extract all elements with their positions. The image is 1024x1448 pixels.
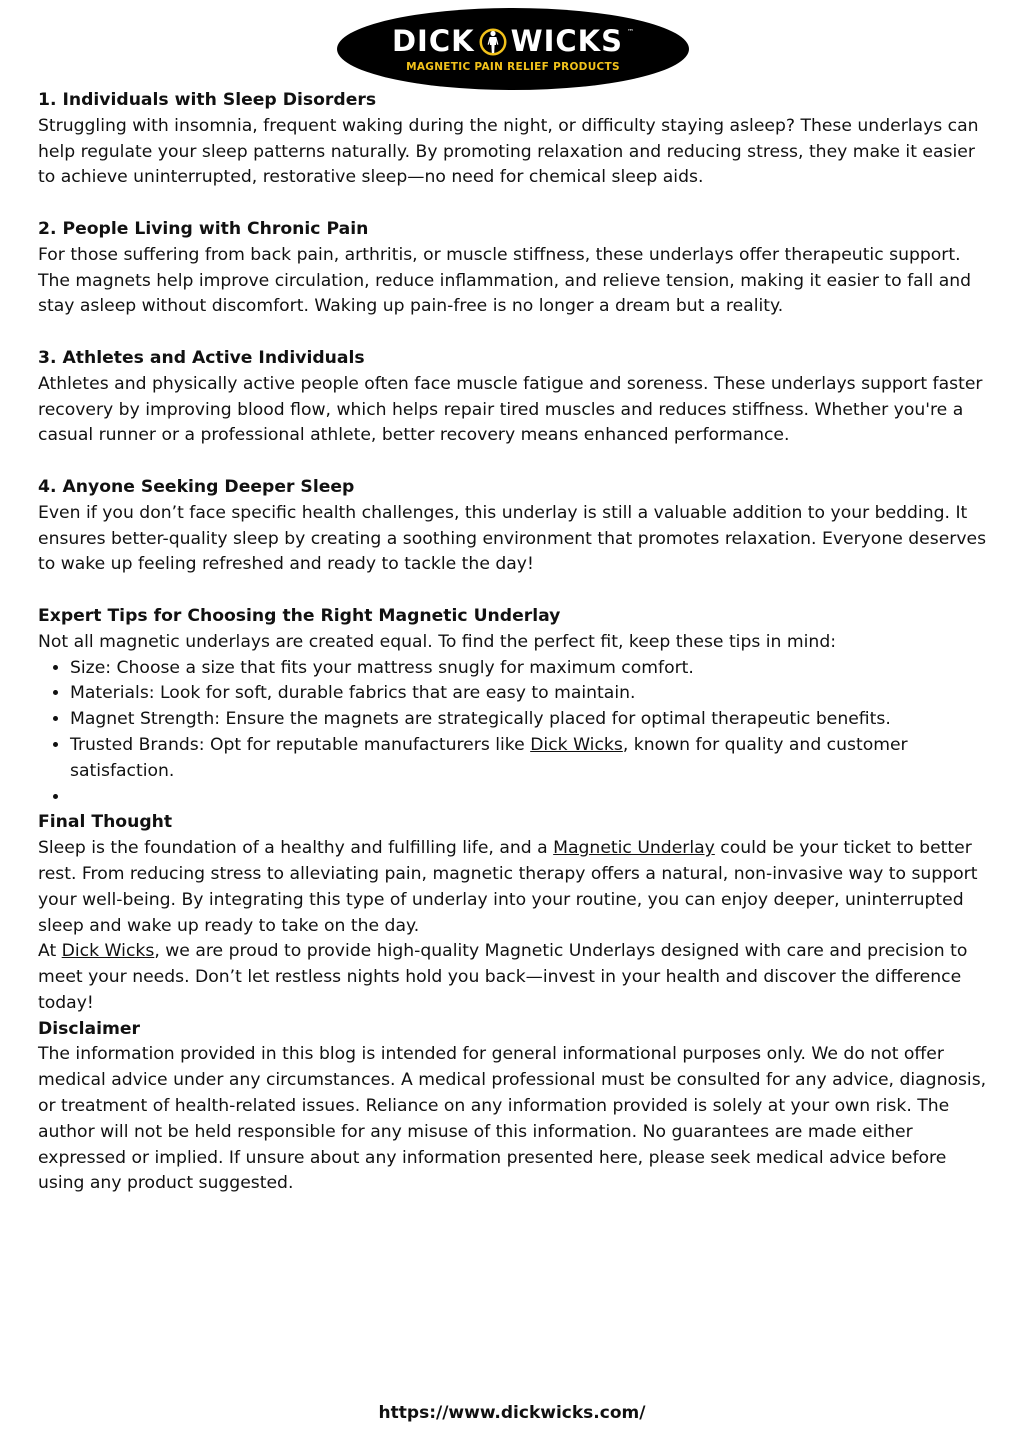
section-chronic-pain: [38, 217, 988, 320]
logo-tagline: MAGNETIC PAIN RELIEF PRODUCTS: [406, 60, 620, 73]
final-paragraph-1: [38, 836, 988, 939]
logo-word-left: DICK: [391, 24, 475, 59]
logo-word-right: WICKS: [510, 24, 624, 59]
section-body: Athletes and physically active people often face muscle fatigue and soreness. These underlays support faster recovery by improving blood flow, which helps repair tired muscles and reduces stiffness. Whether you're a casual runner or a professional athlete, better recovery means enhanced performance.: [38, 373, 983, 446]
section-body: Even if you don’t face specific health challenges, this underlay is still a valuable addition to your bedding. It ensures better-quality sleep by creating a soothing environment that promotes relaxation. Everyone deserves to wake up feeling refreshed and ready to tackle the day!: [38, 502, 987, 575]
tip-text: , known for quality and customer satisfaction.: [70, 734, 908, 781]
human-figure-icon: [479, 26, 507, 58]
tip-size: • Size: Choose a size that fits your mattress snugly for maximum comfort.: [70, 656, 988, 682]
article-content: [38, 88, 988, 1197]
section-heading: 2. People Living with Chronic Pain: [38, 218, 369, 239]
final-paragraph-2: [38, 939, 988, 1016]
section-body: Struggling with insomnia, frequent waking during the night, or difficulty staying asleep? These underlays can help regulate your sleep patterns naturally. By promoting relaxation and reducing stress, they make it easier to achieve uninterrupted, restorative sleep—no need for chemical sleep aids.: [38, 115, 979, 188]
logo-wordmark: [392, 26, 634, 58]
section-final-thought: [38, 810, 988, 1016]
footer-url[interactable]: https://www.dickwicks.com/: [378, 1403, 646, 1423]
tip-trusted-brands: [70, 733, 988, 785]
disclaimer-body: The information provided in this blog is intended for general informational purposes only. We do not offer medical advice under any circumstances. A medical professional must be consulted for any advice, diagnosis, or treatment of health-related issues. Reliance on any information provided is solely at your own risk. The author will not be held responsible for any misuse of this information. No guarantees are made either expressed or implied. If unsure about any information presented here, please seek medical advice before using any product suggested.: [38, 1044, 987, 1194]
final-heading: Final Thought: [38, 812, 173, 833]
tip-magnet-strength: • Magnet Strength: Ensure the magnets are strategically placed for optimal therapeutic benefits.: [70, 707, 988, 733]
brand-logo: [337, 8, 689, 90]
section-body: For those suffering from back pain, arthritis, or muscle stiffness, these underlays offer therapeutic support. The magnets help improve circulation, reduce inflammation, and relieve tension, making it easier to fall and stay asleep without discomfort. Waking up pain-free is no longer a dream but a reality.: [38, 244, 972, 317]
paragraph-text: could be your ticket to better rest. From reducing stress to alleviating pain, magnetic therapy offers a natural, non-invasive way to support your well-being. By integrating this type of underlay into your routine, you can enjoy deeper, uninterrupted sleep and wake up ready to take on the day.: [38, 838, 978, 936]
section-heading: 4. Anyone Seeking Deeper Sleep: [38, 476, 355, 497]
tips-intro: Not all magnetic underlays are created equal. To find the perfect fit, keep these tips in mind:: [38, 631, 837, 652]
tip-materials: • Materials: Look for soft, durable fabrics that are easy to maintain.: [70, 681, 988, 707]
dick-wicks-link[interactable]: Dick Wicks: [61, 941, 155, 962]
tip-text: Trusted Brands: Opt for reputable manufacturers like: [70, 734, 531, 755]
section-heading: 3. Athletes and Active Individuals: [38, 347, 365, 368]
section-deeper-sleep: [38, 475, 988, 578]
section-expert-tips: [38, 604, 988, 810]
section-sleep-disorders: [38, 88, 988, 191]
tips-list: [38, 656, 988, 811]
paragraph-text: Sleep is the foundation of a healthy and fulfilling life, and a: [38, 838, 554, 859]
disclaimer-heading: Disclaimer: [38, 1018, 141, 1039]
empty-list-item: [70, 785, 988, 811]
paragraph-text: , we are proud to provide high-quality Magnetic Underlays designed with care and precision to meet your needs. Don’t let restless nights hold you back—invest in your health and discover the difference today!: [38, 941, 968, 1013]
magnetic-underlay-link[interactable]: Magnetic Underlay: [553, 838, 715, 859]
tips-heading: Expert Tips for Choosing the Right Magnetic Underlay: [38, 605, 561, 626]
dick-wicks-link[interactable]: Dick Wicks: [530, 734, 623, 755]
paragraph-text: At: [38, 941, 62, 962]
section-disclaimer: [38, 1017, 988, 1198]
section-heading: 1. Individuals with Sleep Disorders: [38, 90, 377, 110]
trademark-symbol: ™: [627, 27, 635, 36]
section-athletes: [38, 346, 988, 449]
